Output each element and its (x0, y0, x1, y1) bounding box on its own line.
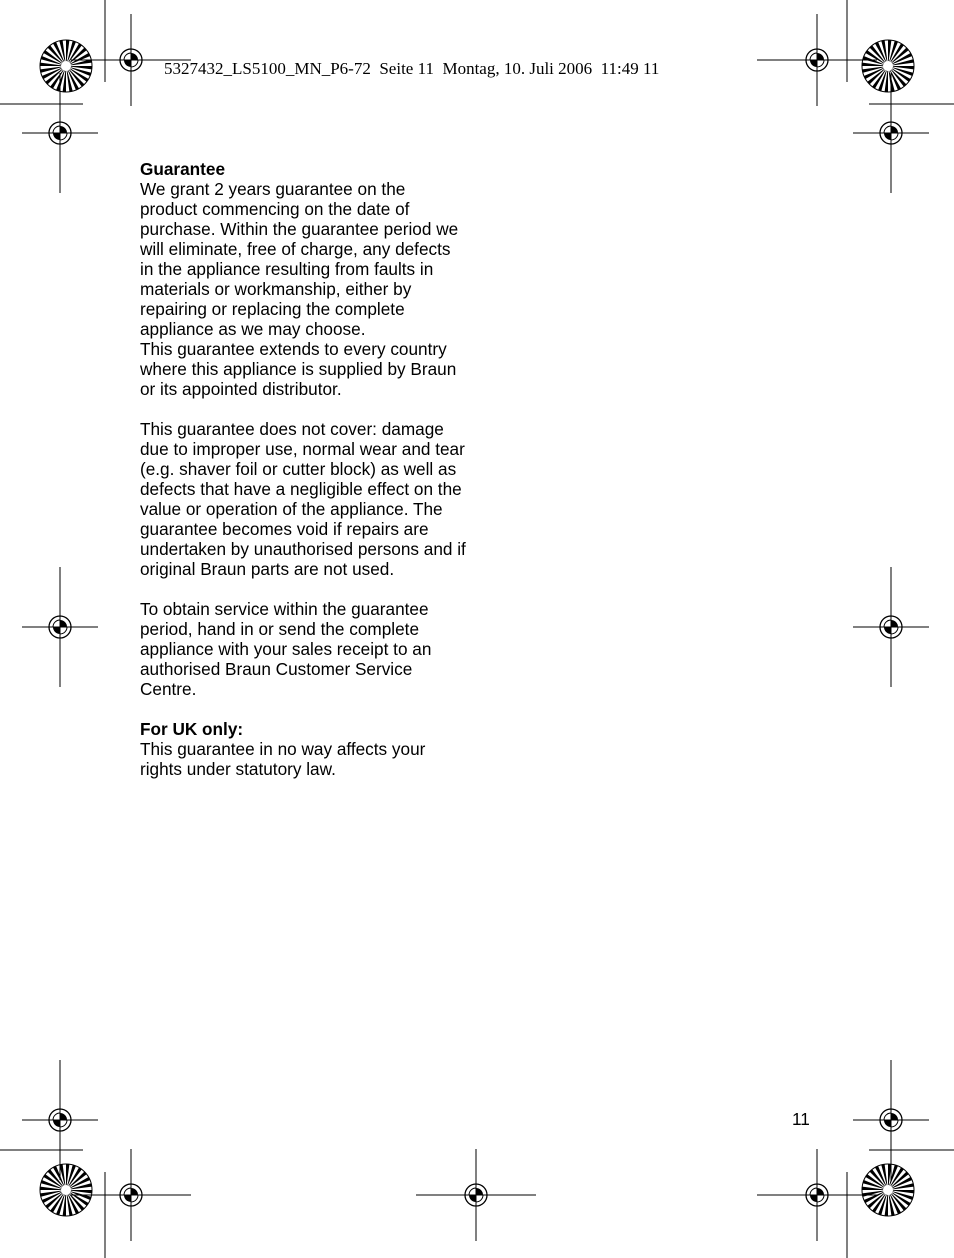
registration-crosshair-icon (757, 14, 877, 106)
registration-crosshair-icon (22, 1060, 98, 1180)
registration-crosshair-icon (22, 73, 98, 193)
registration-crosshair-icon (416, 1149, 536, 1241)
guarantee-paragraph-4: To obtain service within the guarantee period, hand in or send the complete appliance with your sales receipt to an authorised Braun Customer Service Centre. (140, 599, 432, 699)
uk-only-text: This guarantee in no way affects your rights under statutory law. (140, 739, 426, 779)
print-slug-header: 5327432_LS5100_MN_P6-72 Seite 11 Montag, 10. Juli 2006 11:49 11 (164, 59, 660, 78)
registration-crosshair-icon (71, 1149, 191, 1241)
starburst-target-icon (40, 1164, 92, 1216)
guarantee-heading: Guarantee (140, 159, 226, 179)
registration-crosshair-icon (853, 73, 929, 193)
registration-crosshair-icon (853, 567, 929, 687)
uk-only-heading: For UK only: (140, 719, 244, 739)
registration-crosshair-icon (22, 567, 98, 687)
guarantee-paragraph-1: We grant 2 years guarantee on the product commencing on the date of purchase. Within the guarantee period we will eliminate, free of charge, any defects in the appliance resulting from faults in materials or workmanship, either by repairing or replacing the complete appliance as we may choose. (140, 179, 459, 339)
starburst-target-icon (862, 40, 914, 92)
starburst-target-icon (862, 1164, 914, 1216)
starburst-target-icon (40, 40, 92, 92)
guarantee-paragraph-2: This guarantee extends to every country where this appliance is supplied by Braun or its appointed distributor. (140, 339, 457, 399)
registration-crosshair-icon (853, 1060, 929, 1180)
registration-crosshair-icon (71, 14, 191, 106)
guarantee-paragraph-3: This guarantee does not cover: damage due to improper use, normal wear and tear (e.g. shaver foil or cutter block) as well as defects that have a negligible effect on the value or operation of the appliance. The guarantee becomes void if repairs are undertaken by unauthorised persons and if original Braun parts are not used. (140, 419, 466, 579)
page-number: 11 (792, 1109, 810, 1129)
registration-crosshair-icon (757, 1149, 877, 1241)
